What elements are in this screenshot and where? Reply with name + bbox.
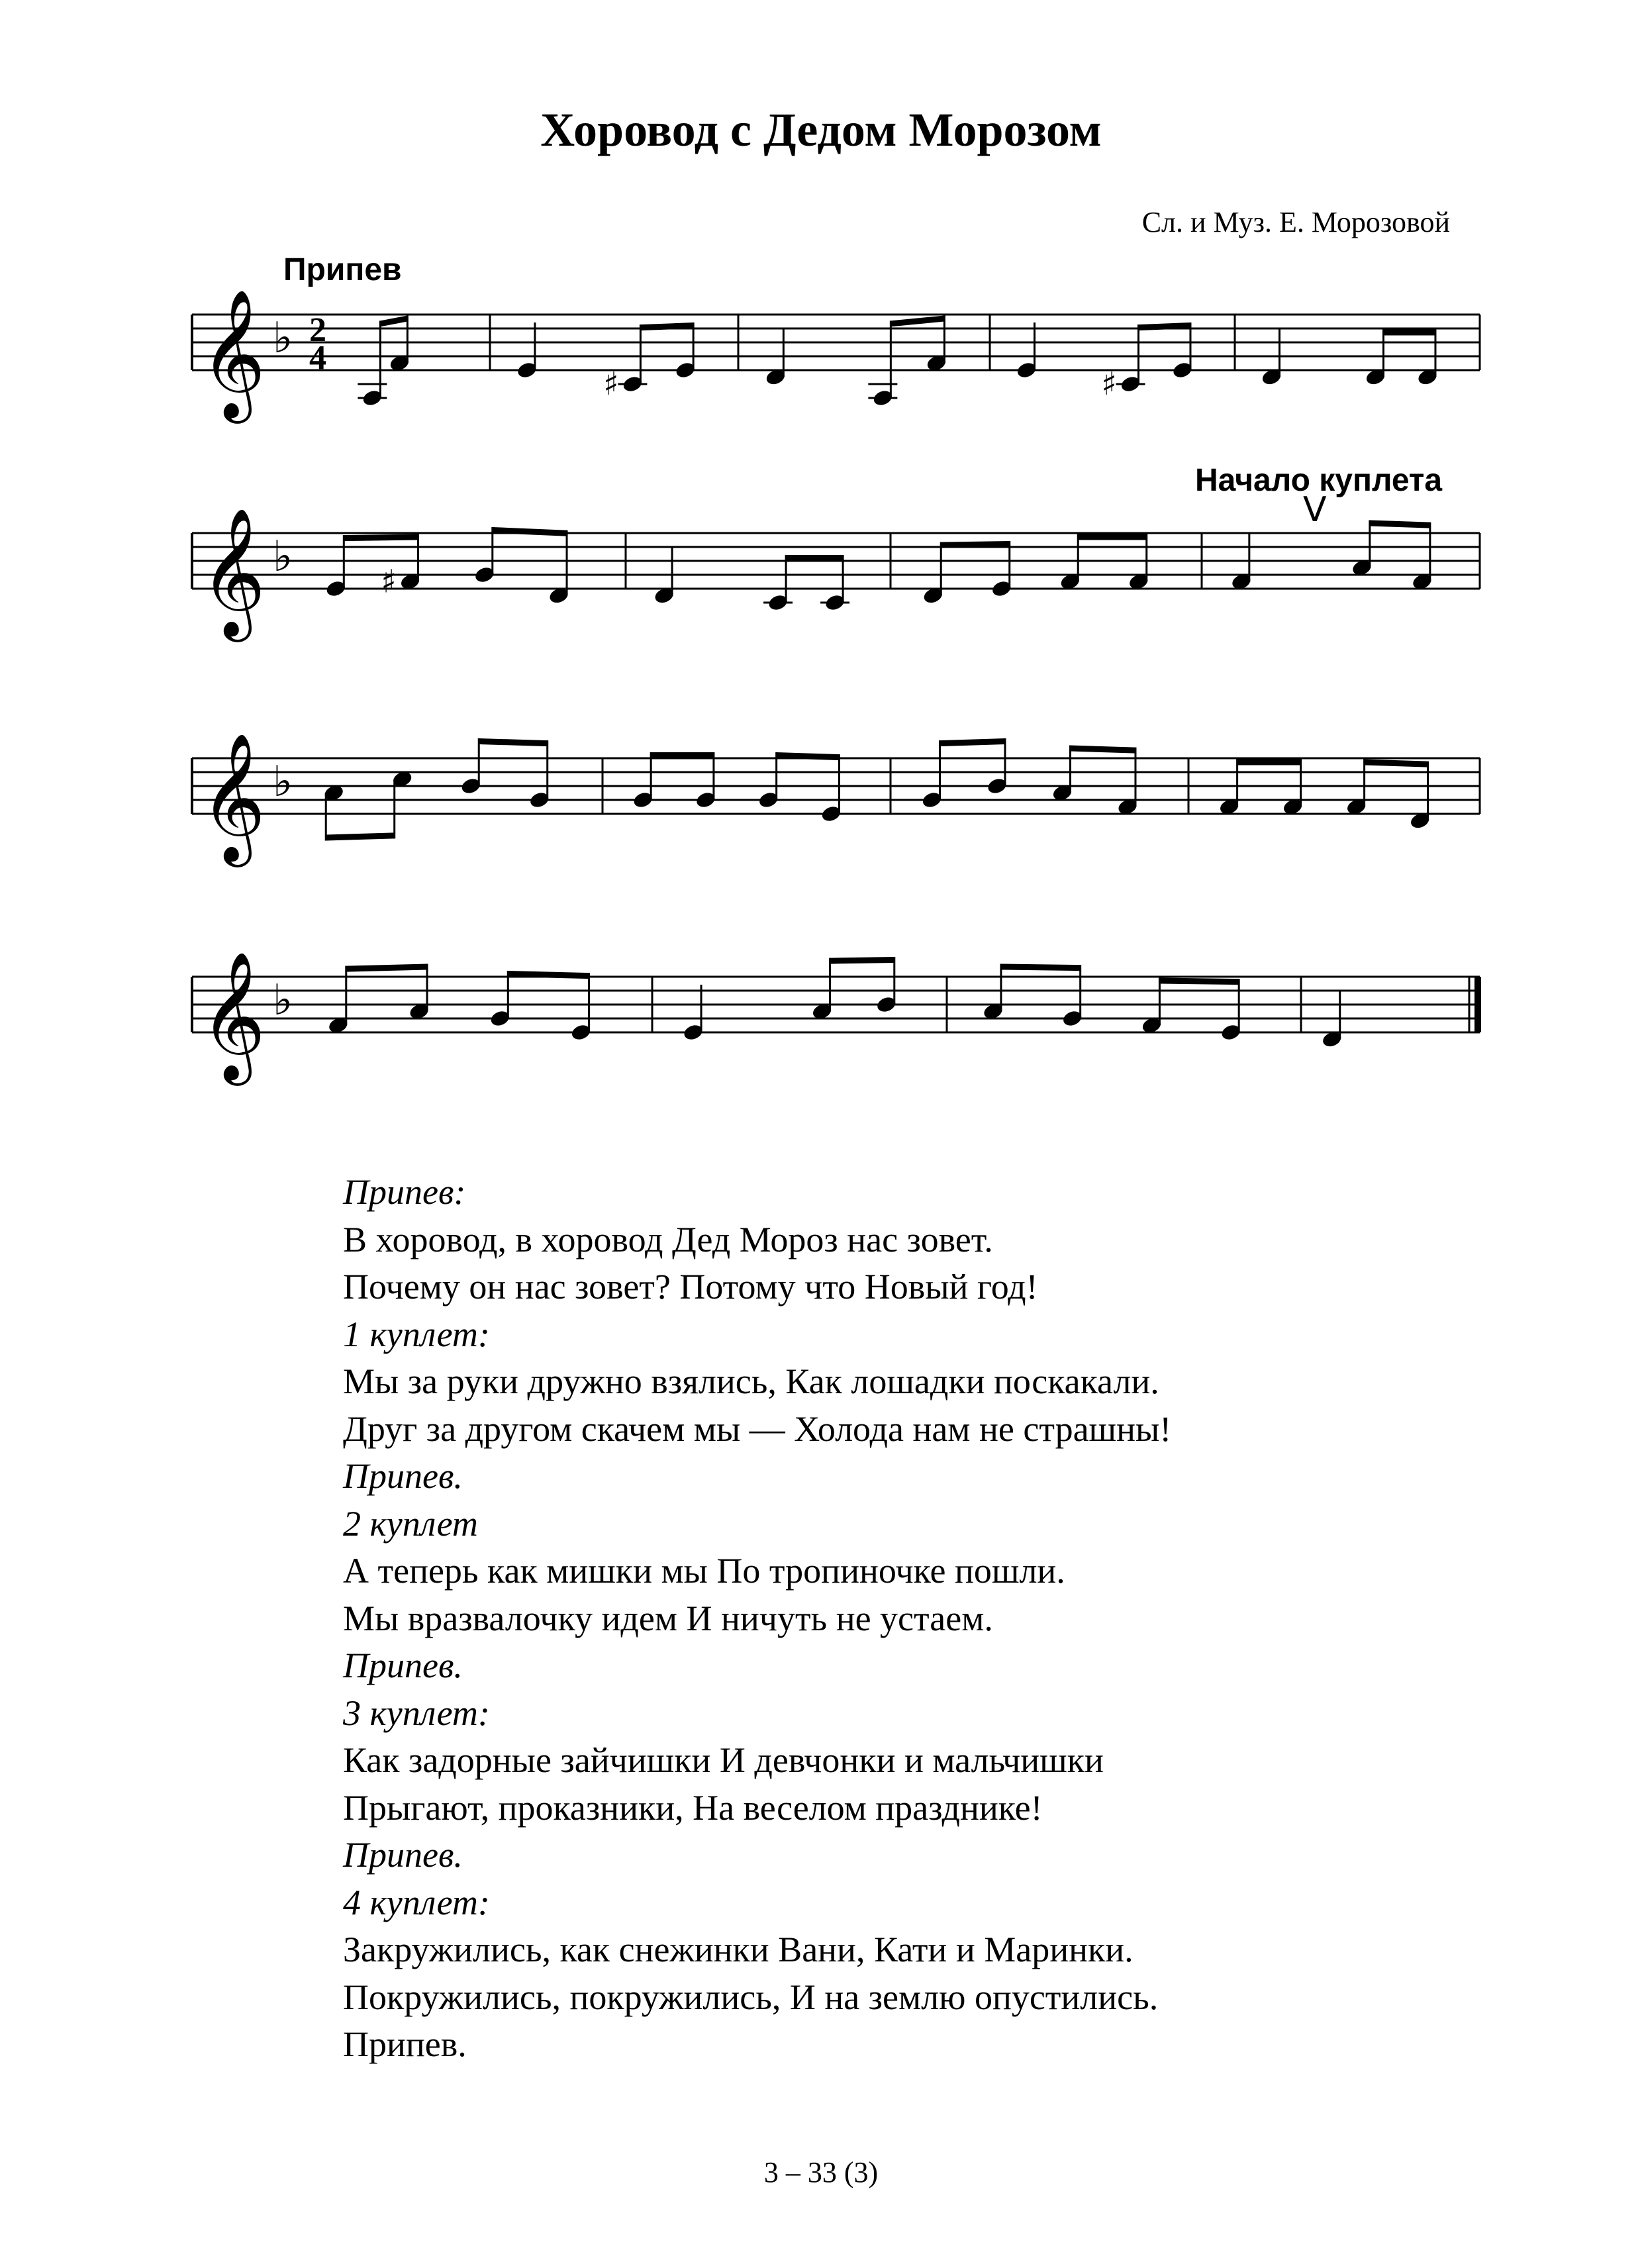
lyrics-line: Друг за другом скачем мы — Холода нам не страшны! [343,1408,1172,1449]
lyrics-section-heading: 3 куплет: [343,1693,490,1733]
note-beam [1370,520,1430,528]
note-beam [493,527,567,536]
verse-start-label: Начало куплета [1195,463,1443,498]
note-beam [1159,978,1239,985]
staff-system-2 [0,503,1642,675]
key-flat-icon: ♭ [273,976,293,1025]
lyrics-line: Прыгают, проказники, На веселом празднике! [343,1787,1043,1828]
lyrics-section-heading: Припев. [343,1646,463,1685]
treble-clef-icon: 𝄞 [200,732,266,862]
lyrics-line: Почему он нас зовет? Потому что Новый год! [343,1267,1038,1307]
lyrics-line: Припев. [343,2024,467,2064]
note-beam [940,738,1005,746]
note-beam [941,541,1010,548]
note-beam [344,534,418,542]
note-beam [1078,534,1147,540]
time-signature-denominator: 4 [309,339,326,377]
lyrics-line: Как задорные зайчишки И девчонки и мальчишки [343,1740,1104,1780]
page-number: 3 – 33 (3) [763,2156,879,2189]
note-beam [1383,330,1435,336]
lyrics-line: В хоровод, в хоровод Дед Мороз нас зовет. [343,1219,993,1259]
lyrics-line: Мы за руки дружно взялись, Как лошадки поскакали. [343,1361,1159,1401]
sharp-icon: ♯ [1101,366,1117,403]
sharp-icon: ♯ [603,366,619,403]
note-beam [1001,964,1081,971]
staff-system-4 [0,947,1642,1119]
lyrics-section-heading: 1 куплет: [343,1314,490,1354]
lyrics-section-heading: 2 куплет [343,1503,478,1544]
lyrics-line: Покружились, покружились, И на землю опустились. [343,1977,1159,2017]
note-beam [786,555,843,561]
lyrics-section-heading: Припев. [343,1835,463,1875]
lyrics-block [343,1169,1469,2069]
lyrics-line: А теперь как мишки мы По тропиночке пошли. [343,1551,1065,1591]
staff-system-3 [0,728,1642,901]
note-beam [891,316,944,327]
note-beam [346,964,427,972]
lyrics-section-heading: Припев. [343,1456,463,1496]
time-signature-numerator: 2 [309,311,326,349]
staff-system-1 [0,285,1642,457]
note-beam [651,752,714,758]
note-beam [830,957,894,964]
page-title: Хоровод с Дедом Морозом [540,103,1102,156]
lyrics-line: Мы вразвалочку идем И ничуть не устаем. [343,1598,993,1638]
note-beam [326,832,394,840]
key-flat-icon: ♭ [273,758,293,807]
note-beam [1070,746,1135,754]
refrain-label: Припев [283,252,402,287]
treble-clef-icon: 𝄞 [200,288,266,418]
verse-start-mark: V [1303,490,1327,530]
treble-clef-icon: 𝄞 [200,507,266,636]
note-beam [1237,760,1301,765]
lyrics-section-heading: Припев: [343,1172,466,1212]
treble-clef-icon: 𝄞 [200,950,266,1080]
key-flat-icon: ♭ [273,314,293,363]
lyrics-line: Закружились, как снежинки Вани, Кати и Маринки. [343,1930,1134,1969]
note-beam [479,738,548,746]
note-beam [380,316,407,327]
lyrics-section-heading: 4 куплет: [343,1882,490,1922]
final-bar-thick [1474,977,1481,1032]
sharp-icon: ♯ [381,563,397,601]
key-flat-icon: ♭ [273,532,293,581]
note-beam [1365,760,1428,767]
author-credit: Сл. и Муз. Е. Морозовой [1141,206,1450,238]
